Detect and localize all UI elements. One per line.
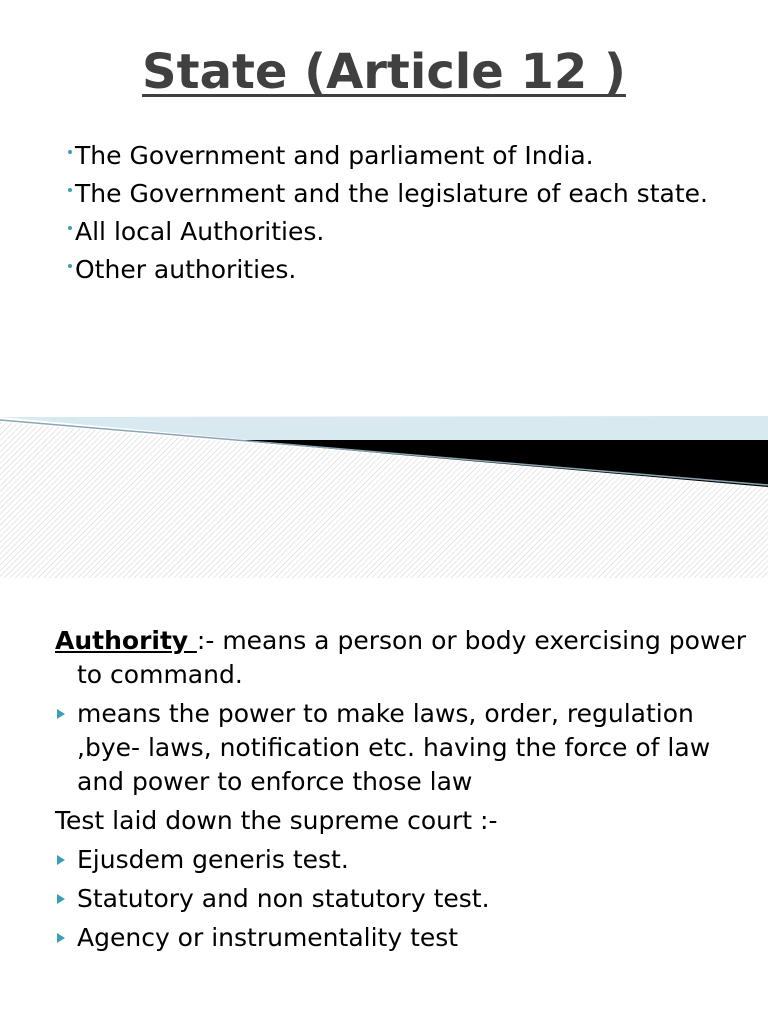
bullet-dot-icon [68,188,72,192]
list-item [55,843,755,877]
arrow-bullet-icon [57,709,65,719]
test-text: Ejusdem generis test. [77,845,349,874]
slide2-content [55,624,755,960]
test-text: Agency or instrumentality test [77,923,459,952]
arrow-bullet-icon [57,855,65,865]
slide1-bullet-list [68,138,708,290]
bullet-text: All local Authorities. [75,217,325,246]
list-item [55,882,755,916]
list-item [55,921,755,955]
arrow-bullet-icon [57,933,65,943]
bullet-dot-icon [68,264,72,268]
list-item [68,252,708,287]
test-text: Statutory and non statutory test. [77,884,490,913]
list-item [68,214,708,249]
tests-heading: Test laid down the supreme court :- [55,806,498,835]
list-item [55,697,755,799]
arrow-bullet-icon [57,894,65,904]
bullet-text: The Government and the legislature of each state. [75,179,708,208]
definition-paragraph [55,624,755,692]
bullet-dot-icon [68,150,72,154]
bullet-text: Other authorities. [75,255,297,284]
bullet-text: The Government and parliament of India. [75,141,594,170]
decorative-divider-band [0,412,768,578]
list-item [68,176,708,211]
list-item [68,138,708,173]
definition-term: Authority [55,626,197,655]
meaning-text: means the power to make laws, order, regulation ,bye- laws, notification etc. having the force of law and power to enforce those law [77,699,711,796]
bullet-dot-icon [68,226,72,230]
slide-title: State (Article 12 ) [142,44,626,100]
definition-text: :- means a person or body exercising power to command. [77,626,747,689]
